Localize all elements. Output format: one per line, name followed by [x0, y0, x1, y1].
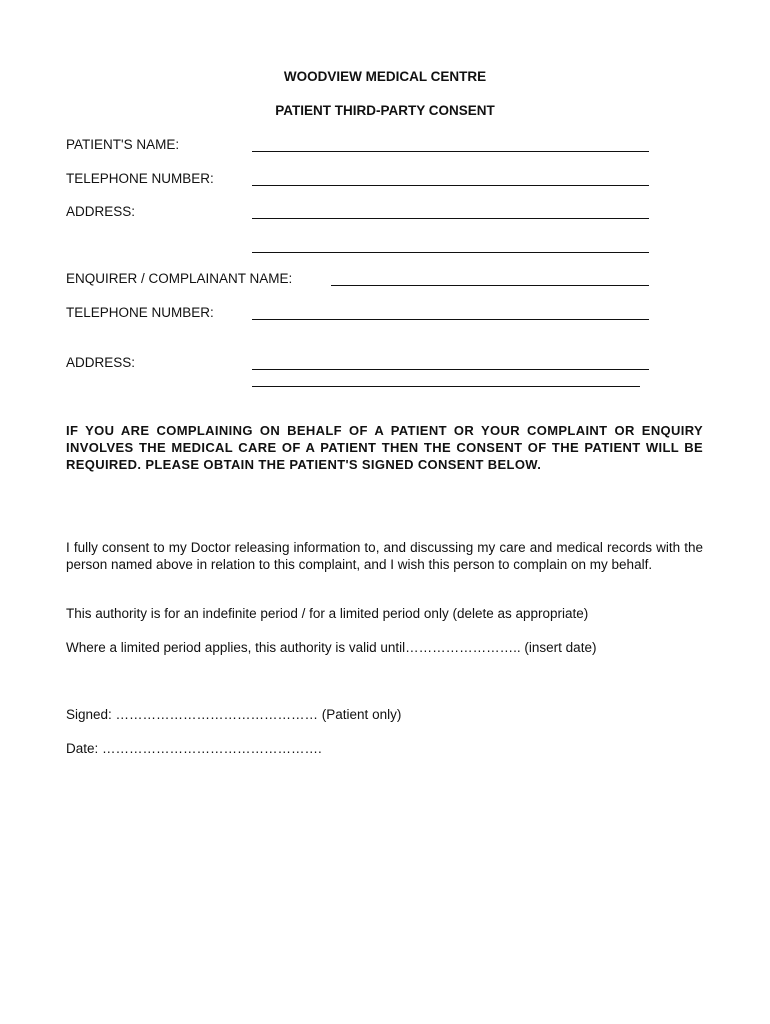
signed-line[interactable]: Signed: ……………………………………… (Patient only): [66, 707, 402, 722]
patient-name-field[interactable]: [252, 151, 649, 152]
patient-address-field-line-1[interactable]: [252, 218, 649, 219]
enquirer-telephone-label: TELEPHONE NUMBER:: [66, 305, 214, 320]
enquirer-address-field-line-2[interactable]: [252, 386, 640, 387]
patient-address-field-line-2[interactable]: [252, 252, 649, 253]
date-line[interactable]: Date: ………………………………………….: [66, 741, 322, 756]
enquirer-address-field-line-1[interactable]: [252, 369, 649, 370]
practice-name: WOODVIEW MEDICAL CENTRE: [283, 69, 487, 84]
patient-telephone-field[interactable]: [252, 185, 649, 186]
consent-statement: I fully consent to my Doctor releasing information to, and discussing my care and medical records with the person named above in relation to this complaint, and I wish this person to complain on my behalf.: [66, 540, 703, 572]
enquirer-name-label: ENQUIRER / COMPLAINANT NAME:: [66, 271, 293, 286]
enquirer-name-field[interactable]: [331, 285, 649, 286]
patient-address-label: ADDRESS:: [66, 204, 136, 219]
limited-period-text: Where a limited period applies, this authority is valid until…………………….. (insert date): [66, 640, 597, 655]
patient-telephone-label: TELEPHONE NUMBER:: [66, 171, 214, 186]
patient-name-label: PATIENT'S NAME:: [66, 137, 180, 152]
enquirer-address-label: ADDRESS:: [66, 355, 136, 370]
enquirer-telephone-field[interactable]: [252, 319, 649, 320]
authority-period-text: This authority is for an indefinite period / for a limited period only (delete as appropriate): [66, 606, 589, 621]
consent-notice: IF YOU ARE COMPLAINING ON BEHALF OF A PATIENT OR YOUR COMPLAINT OR ENQUIRY INVOLVES THE MEDICAL CARE OF A PATIENT THEN THE CONSENT OF THE PATIENT WILL BE REQUIRED. PLEASE OBTAIN THE PATIENT'S SIGNED CONSENT BELOW.: [66, 423, 703, 472]
form-title: PATIENT THIRD-PARTY CONSENT: [275, 103, 495, 118]
